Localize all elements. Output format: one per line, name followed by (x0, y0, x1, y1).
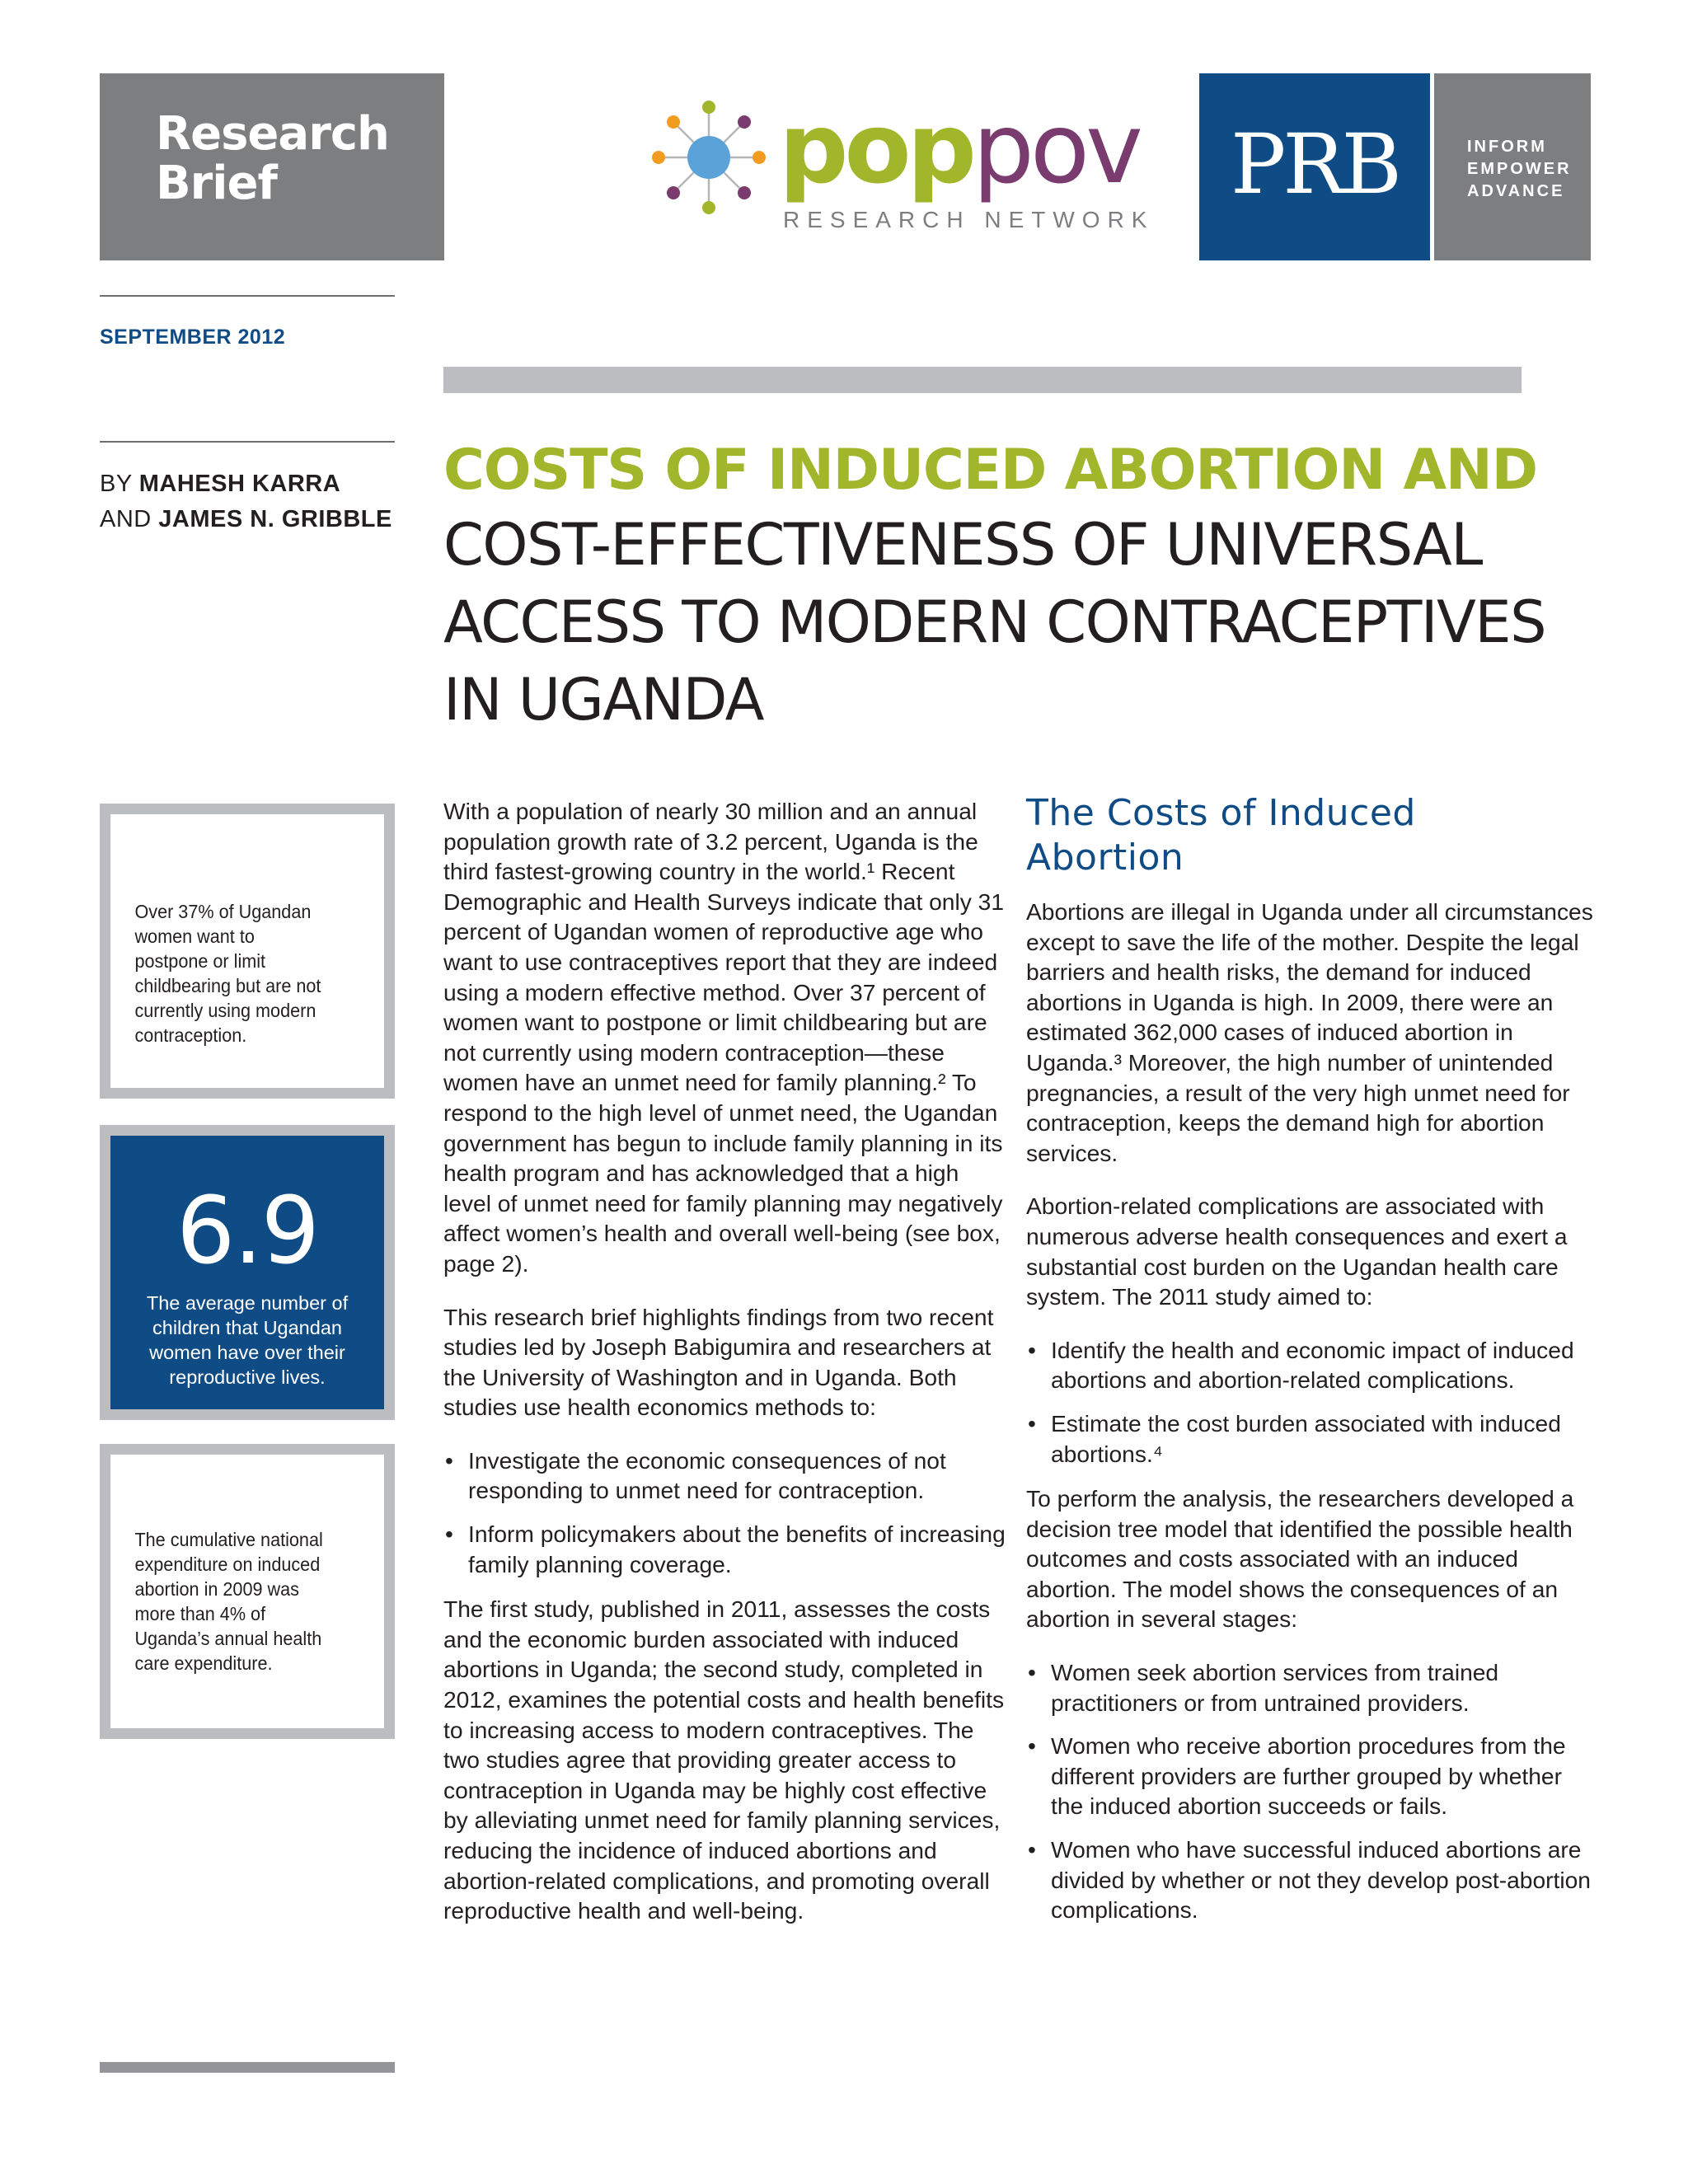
prb-logo (1199, 73, 1430, 260)
research-brief-label-line2: Brief (156, 157, 277, 210)
bullet-list (1026, 1657, 1595, 1925)
prb-tagline-inform: INFORM (1467, 138, 1547, 156)
research-brief-badge (100, 73, 444, 260)
network-nodes-icon (647, 96, 771, 219)
paragraph: Abortions are illegal in Uganda under all circumstances except to save the life of the mother. Despite the legal barriers and health risks, the demand for induced abortions in Uganda is high. In 2009, there were an estimated 362,000 cases of induced abortion in Uganda.³ Moreover, the high number of unintended pregnancies, a result of the very high unmet need for contraception, keeps the demand high for abortion services. (1026, 898, 1593, 1166)
list-item: • Identify the health and economic impact of induced abortions and abortion-related complications. (1026, 1335, 1595, 1395)
title-line: IN UGANDA (443, 666, 764, 733)
callout-unmet-need (100, 804, 395, 1099)
poppov-logo (647, 91, 1155, 236)
poppov-wordmark (779, 91, 1139, 206)
footer-bar (100, 2062, 395, 2073)
callout-text: Over 37% of Ugandan women want to postpone or limit childbearing but are not currently using modern contraception. (134, 901, 321, 1046)
publication-date: SEPTEMBER 2012 (100, 326, 286, 349)
prb-tagline-advance: ADVANCE (1467, 182, 1565, 200)
divider-top (100, 295, 395, 297)
paragraph: To perform the analysis, the researchers developed a decision tree model that identified the possible health outcomes and costs associated with an induced abortion. The model shows the consequences of an abortion in several stages: (1026, 1485, 1574, 1633)
document-title (443, 435, 1630, 738)
poppov-wordmark-pop: pop (779, 91, 973, 205)
body-column-right (1026, 792, 1595, 1940)
poppov-subtitle: RESEARCH NETWORK (783, 207, 1155, 232)
stat-caption (110, 1281, 384, 1390)
divider-authors (100, 441, 395, 443)
bullet-list (1026, 1335, 1595, 1469)
author-byline (100, 466, 392, 537)
poppov-wordmark-pov: pov (973, 91, 1139, 205)
callout-text: The cumulative national expenditure on induced abortion in 2009 was more than 4% of Uganda’s annual health care expenditure. (134, 1529, 323, 1674)
list-item: • Women who have successful induced abortions are divided by whether or not they develop post-abortion complications. (1026, 1835, 1595, 1925)
prb-tagline (1434, 73, 1591, 260)
section-heading-line: The Costs of Induced (1026, 792, 1416, 834)
title-rule (443, 367, 1522, 393)
callout-fertility-stat (100, 1125, 395, 1420)
by-prefix: BY (100, 471, 133, 497)
research-brief-label-line1: Research (156, 107, 389, 161)
section-heading (1026, 791, 1595, 880)
list-item: • Women seek abortion services from trained practitioners or from untrained providers. (1026, 1657, 1595, 1718)
title-line: COSTS OF INDUCED ABORTION AND (443, 438, 1537, 503)
paragraph: With a population of nearly 30 million and an annual population growth rate of 3.2 percent, Uganda is the third fastest-growing country in the world.¹ Recent Demographic and Health Surveys indicate that only 31 percent of Ugandan women of reproductive age who want to use contraceptives report that they are indeed using a modern effective method. Over 37 percent of women want to postpone or limit childbearing but are not currently using modern contraception—these women have an unmet need for family planning.² To respond to the high level of unmet need, the Ugandan government has begun to include family planning in its health program and has acknowledged that a high level of unmet need for family planning may negatively affect women’s health and overall well-being (see box, page 2). (443, 798, 1005, 1277)
stat-value: 6.9 (176, 1178, 319, 1285)
stat-caption-text: The average number of children that Ugandan women have over their reproductive lives. (146, 1292, 349, 1388)
author-name: JAMES N. GRIBBLE (158, 506, 392, 532)
prb-tagline-empower: EMPOWER (1467, 160, 1572, 178)
author-name: MAHESH KARRA (138, 471, 341, 497)
section-heading-line: Abortion (1026, 837, 1184, 879)
list-item: • Estimate the cost burden associated with induced abortions.⁴ (1026, 1408, 1595, 1469)
title-line: COST-EFFECTIVENESS OF UNIVERSAL (443, 511, 1482, 579)
list-item: • Investigate the economic consequences of not responding to unmet need for contraception. (443, 1446, 1008, 1506)
paragraph: This research brief highlights findings from two recent studies led by Joseph Babigumira and researchers at the University of Washington and in Uganda. Both studies use health economics methods to: (443, 1303, 994, 1421)
title-line: ACCESS TO MODERN CONTRACEPTIVES (443, 588, 1546, 656)
and-prefix: AND (100, 506, 152, 532)
body-column-left (443, 796, 1008, 1949)
paragraph: The first study, published in 2011, assesses the costs and the economic burden associated with induced abortions in Uganda; the second study, completed in 2012, examines the potential costs and health benefits to increasing access to modern contraceptives. The two studies agree that providing greater access to contraception in Uganda may be highly cost effective by alleviating unmet need for family planning services, reducing the incidence of induced abortions and abortion-related complications, and promoting overall reproductive health and well-being. (443, 1596, 1005, 1924)
list-item: • Inform policymakers about the benefits of increasing family planning coverage. (443, 1519, 1008, 1579)
callout-expenditure (100, 1444, 395, 1739)
paragraph: Abortion-related complications are associated with numerous adverse health consequences and exert a substantial cost burden on the Ugandan health care system. The 2011 study aimed to: (1026, 1193, 1568, 1310)
prb-logo-text: PRB (1230, 116, 1400, 213)
bullet-list (443, 1446, 1008, 1579)
list-item: • Women who receive abortion procedures from the different providers are further grouped by whether the induced abortion succeeds or fails. (1026, 1731, 1595, 1821)
